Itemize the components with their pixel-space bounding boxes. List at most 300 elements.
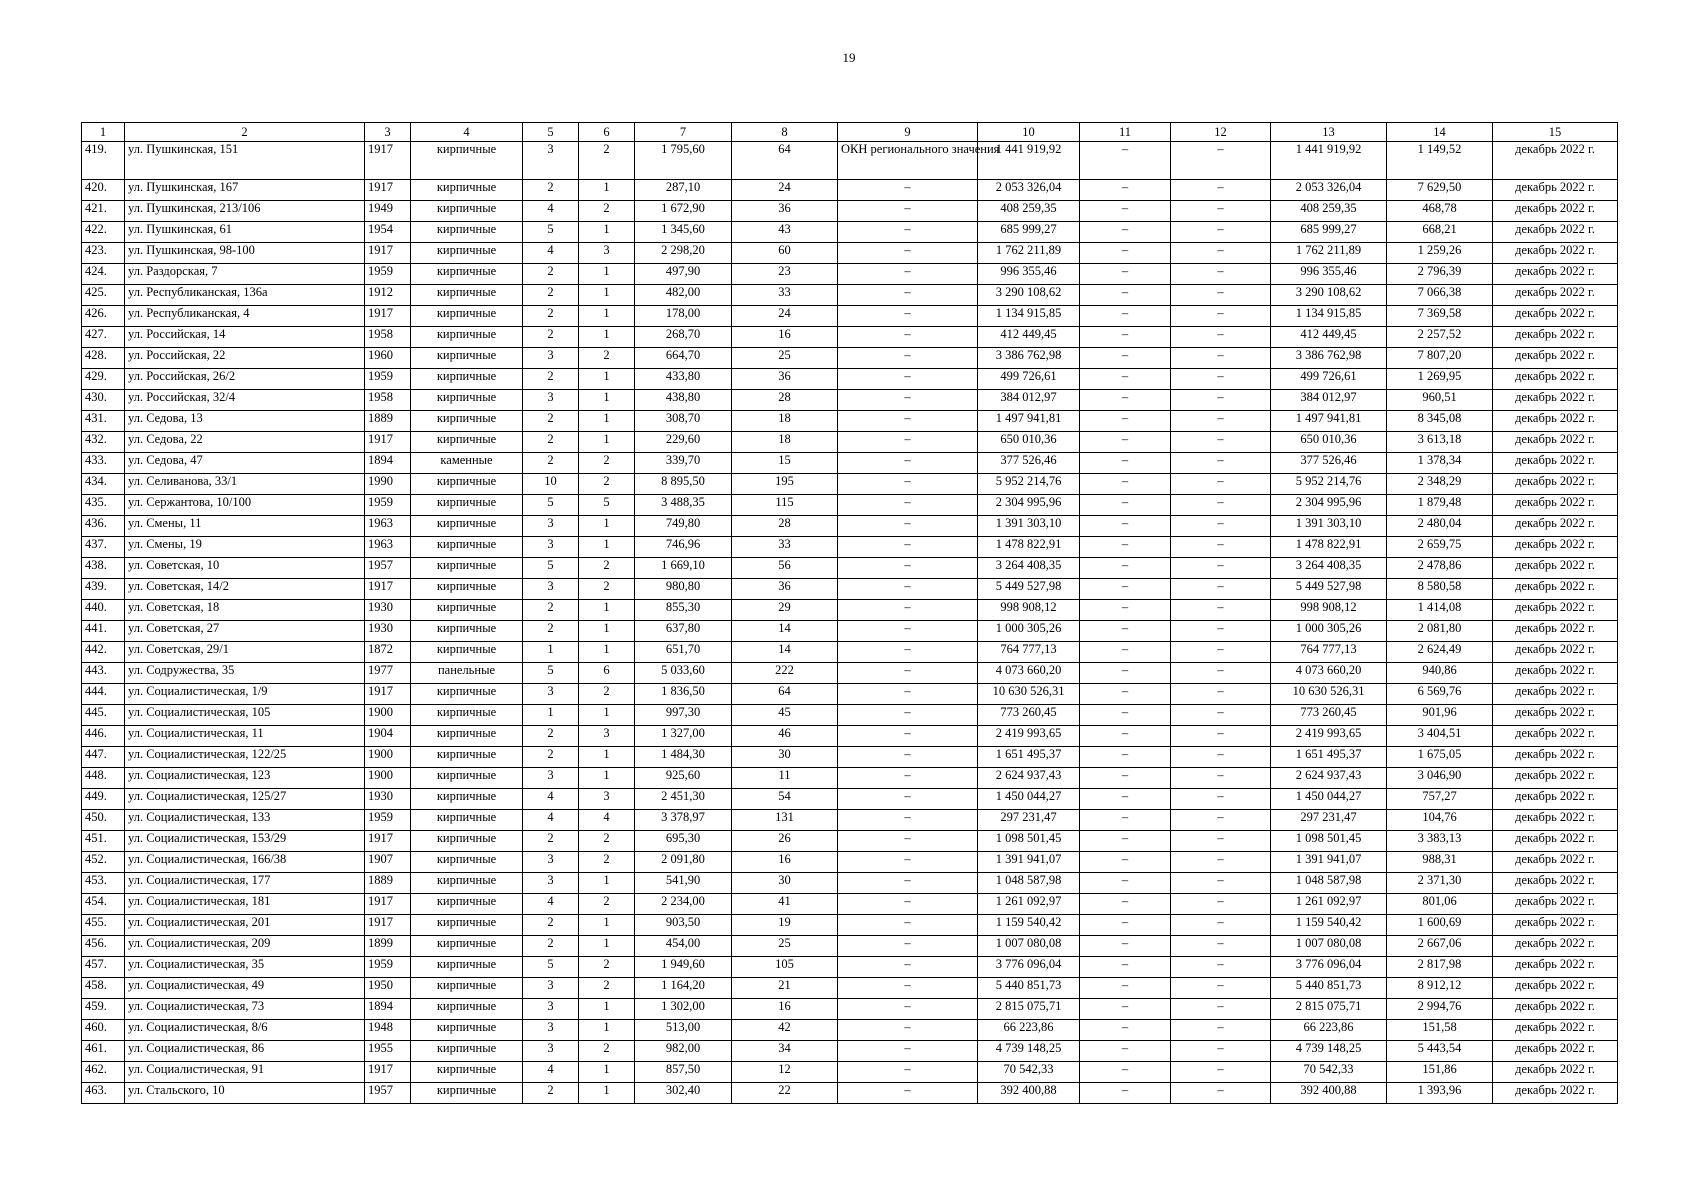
table-cell: 651,70 xyxy=(635,642,732,663)
table-cell: 1 134 915,85 xyxy=(978,306,1080,327)
table-cell: 447. xyxy=(82,747,125,768)
table-cell: 2 xyxy=(579,894,635,915)
table-cell: – xyxy=(1080,978,1171,999)
table-row xyxy=(82,180,1618,201)
table-cell: 1 xyxy=(579,915,635,936)
table-cell: – xyxy=(838,201,978,222)
table-cell: 1 391 303,10 xyxy=(1271,516,1387,537)
table-cell: – xyxy=(1080,327,1171,348)
table-cell: 2 091,80 xyxy=(635,852,732,873)
table-cell: декабрь 2022 г. xyxy=(1493,810,1618,831)
page-number: 19 xyxy=(842,50,856,65)
table-cell: 22 xyxy=(732,1083,838,1104)
table-cell: – xyxy=(1171,516,1271,537)
table-cell: 10 630 526,31 xyxy=(1271,684,1387,705)
table-cell: 4 xyxy=(523,894,579,915)
table-cell: декабрь 2022 г. xyxy=(1493,432,1618,453)
table-cell: кирпичные xyxy=(411,726,523,747)
table-cell: ул. Социалистическая, 1/9 xyxy=(125,684,365,705)
table-cell: 3 xyxy=(523,579,579,600)
table-cell: 2 053 326,04 xyxy=(1271,180,1387,201)
table-cell: 1 269,95 xyxy=(1387,369,1493,390)
table-cell: – xyxy=(1171,1041,1271,1062)
table-cell: 16 xyxy=(732,327,838,348)
table-cell: 1948 xyxy=(365,1020,411,1041)
table-cell: ул. Российская, 32/4 xyxy=(125,390,365,411)
table-cell: – xyxy=(1080,495,1171,516)
table-cell: 441. xyxy=(82,621,125,642)
table-cell: 427. xyxy=(82,327,125,348)
table-cell: – xyxy=(1080,642,1171,663)
table-cell: ул. Социалистическая, 201 xyxy=(125,915,365,936)
table-cell: 458. xyxy=(82,978,125,999)
table-cell: 6 569,76 xyxy=(1387,684,1493,705)
table-cell: 2 xyxy=(523,411,579,432)
table-cell: ул. Социалистическая, 153/29 xyxy=(125,831,365,852)
table-cell: 4 xyxy=(523,1062,579,1083)
table-cell: ОКН регионального значения xyxy=(838,142,978,180)
table-cell: – xyxy=(1080,852,1171,873)
table-cell: кирпичные xyxy=(411,873,523,894)
table-cell: кирпичные xyxy=(411,1020,523,1041)
table-cell: 1 949,60 xyxy=(635,957,732,978)
housing-register-table xyxy=(81,122,1618,1104)
table-cell: декабрь 2022 г. xyxy=(1493,642,1618,663)
table-cell: 1912 xyxy=(365,285,411,306)
table-cell: 436. xyxy=(82,516,125,537)
table-cell: – xyxy=(1171,810,1271,831)
table-cell: кирпичные xyxy=(411,222,523,243)
table-cell: – xyxy=(1080,348,1171,369)
table-cell: – xyxy=(1080,600,1171,621)
table-cell: – xyxy=(1080,1062,1171,1083)
table-cell: ул. Республиканская, 136а xyxy=(125,285,365,306)
table-cell: 3 xyxy=(579,243,635,264)
table-cell: 5 033,60 xyxy=(635,663,732,684)
table-cell: декабрь 2022 г. xyxy=(1493,516,1618,537)
table-cell: 43 xyxy=(732,222,838,243)
table-cell: 29 xyxy=(732,600,838,621)
table-cell: 2 257,52 xyxy=(1387,327,1493,348)
table-cell: 1 836,50 xyxy=(635,684,732,705)
table-cell: 2 817,98 xyxy=(1387,957,1493,978)
table-cell: 4 073 660,20 xyxy=(1271,663,1387,684)
table-cell: – xyxy=(1171,264,1271,285)
table-cell: 3 xyxy=(523,978,579,999)
table-cell: 70 542,33 xyxy=(978,1062,1080,1083)
table-cell: 457. xyxy=(82,957,125,978)
table-cell: – xyxy=(1171,936,1271,957)
table-cell: кирпичные xyxy=(411,474,523,495)
table-cell: 425. xyxy=(82,285,125,306)
table-cell: 131 xyxy=(732,810,838,831)
table-cell: ул. Социалистическая, 166/38 xyxy=(125,852,365,873)
table-cell: 5 xyxy=(523,663,579,684)
table-cell: 2 xyxy=(523,726,579,747)
table-cell: 855,30 xyxy=(635,600,732,621)
table-cell: 2 480,04 xyxy=(1387,516,1493,537)
table-cell: 115 xyxy=(732,495,838,516)
table-cell: кирпичные xyxy=(411,936,523,957)
table-cell: 637,80 xyxy=(635,621,732,642)
table-cell: – xyxy=(838,663,978,684)
table-cell: ул. Сержантова, 10/100 xyxy=(125,495,365,516)
table-cell: 444. xyxy=(82,684,125,705)
table-cell: 448. xyxy=(82,768,125,789)
table-cell: 3 290 108,62 xyxy=(978,285,1080,306)
table-cell: 1 259,26 xyxy=(1387,243,1493,264)
table-cell: 435. xyxy=(82,495,125,516)
table-cell: 2 xyxy=(579,831,635,852)
table-cell: кирпичные xyxy=(411,789,523,810)
table-row xyxy=(82,327,1618,348)
table-cell: 499 726,61 xyxy=(1271,369,1387,390)
table-cell: 3 xyxy=(523,516,579,537)
table-cell: 1959 xyxy=(365,369,411,390)
table-cell: 1 149,52 xyxy=(1387,142,1493,180)
table-cell: ул. Российская, 14 xyxy=(125,327,365,348)
table-cell: 1889 xyxy=(365,873,411,894)
table-row xyxy=(82,999,1618,1020)
table-cell: – xyxy=(838,768,978,789)
table-cell: 453. xyxy=(82,873,125,894)
table-cell: декабрь 2022 г. xyxy=(1493,243,1618,264)
column-number-header: 9 xyxy=(838,123,978,142)
table-cell: – xyxy=(1171,142,1271,180)
table-cell: кирпичные xyxy=(411,852,523,873)
table-cell: 339,70 xyxy=(635,453,732,474)
table-cell: 2 xyxy=(523,306,579,327)
table-cell: 1 048 587,98 xyxy=(1271,873,1387,894)
table-cell: 2 xyxy=(579,142,635,180)
table-cell: 384 012,97 xyxy=(978,390,1080,411)
table-cell: 2 234,00 xyxy=(635,894,732,915)
table-cell: – xyxy=(1171,999,1271,1020)
table-row xyxy=(82,495,1618,516)
table-cell: кирпичные xyxy=(411,558,523,579)
column-number-header: 7 xyxy=(635,123,732,142)
table-cell: 1990 xyxy=(365,474,411,495)
table-cell: 468,78 xyxy=(1387,201,1493,222)
table-cell: 1 xyxy=(579,180,635,201)
table-cell: 7 629,50 xyxy=(1387,180,1493,201)
table-cell: 437. xyxy=(82,537,125,558)
table-cell: 1907 xyxy=(365,852,411,873)
table-cell: 308,70 xyxy=(635,411,732,432)
table-cell: 4 xyxy=(523,201,579,222)
table-cell: 1 134 915,85 xyxy=(1271,306,1387,327)
table-cell: – xyxy=(1080,999,1171,1020)
table-cell: 2 xyxy=(523,831,579,852)
table-cell: 685 999,27 xyxy=(978,222,1080,243)
table-cell: 25 xyxy=(732,936,838,957)
table-cell: 1 484,30 xyxy=(635,747,732,768)
table-cell: 1977 xyxy=(365,663,411,684)
table-cell: – xyxy=(1080,558,1171,579)
table-cell: ул. Советская, 29/1 xyxy=(125,642,365,663)
table-row xyxy=(82,768,1618,789)
table-cell: 433. xyxy=(82,453,125,474)
table-cell: – xyxy=(1171,852,1271,873)
table-cell: 30 xyxy=(732,747,838,768)
table-cell: 33 xyxy=(732,537,838,558)
table-cell: – xyxy=(838,852,978,873)
table-cell: 3 xyxy=(523,1020,579,1041)
table-cell: 105 xyxy=(732,957,838,978)
table-cell: декабрь 2022 г. xyxy=(1493,936,1618,957)
table-cell: 1 098 501,45 xyxy=(978,831,1080,852)
table-cell: 1 xyxy=(579,873,635,894)
table-cell: декабрь 2022 г. xyxy=(1493,411,1618,432)
table-cell: – xyxy=(1171,663,1271,684)
table-cell: – xyxy=(1171,432,1271,453)
table-cell: кирпичные xyxy=(411,180,523,201)
table-cell: 4 739 148,25 xyxy=(1271,1041,1387,1062)
table-cell: 451. xyxy=(82,831,125,852)
table-cell: 664,70 xyxy=(635,348,732,369)
table-row xyxy=(82,663,1618,684)
table-cell: 462. xyxy=(82,1062,125,1083)
table-cell: каменные xyxy=(411,453,523,474)
table-row xyxy=(82,873,1618,894)
table-row xyxy=(82,348,1618,369)
table-cell: 2 478,86 xyxy=(1387,558,1493,579)
table-cell: 2 659,75 xyxy=(1387,537,1493,558)
table-cell: 1917 xyxy=(365,180,411,201)
table-cell: декабрь 2022 г. xyxy=(1493,1020,1618,1041)
table-cell: 2 419 993,65 xyxy=(978,726,1080,747)
table-cell: 1 xyxy=(579,411,635,432)
table-cell: 1917 xyxy=(365,142,411,180)
table-cell: 64 xyxy=(732,684,838,705)
table-cell: 439. xyxy=(82,579,125,600)
table-cell: ул. Седова, 47 xyxy=(125,453,365,474)
table-cell: 1957 xyxy=(365,1083,411,1104)
table-cell: 3 xyxy=(579,789,635,810)
table-row xyxy=(82,222,1618,243)
table-cell: 30 xyxy=(732,873,838,894)
table-cell: ул. Пушкинская, 167 xyxy=(125,180,365,201)
table-cell: – xyxy=(1171,831,1271,852)
table-cell: 408 259,35 xyxy=(978,201,1080,222)
table-cell: 1 391 303,10 xyxy=(978,516,1080,537)
table-cell: 3 776 096,04 xyxy=(978,957,1080,978)
table-cell: 423. xyxy=(82,243,125,264)
table-cell: 7 807,20 xyxy=(1387,348,1493,369)
table-cell: 14 xyxy=(732,642,838,663)
table-cell: кирпичные xyxy=(411,390,523,411)
table-cell: ул. Социалистическая, 35 xyxy=(125,957,365,978)
table-cell: кирпичные xyxy=(411,642,523,663)
table-cell: кирпичные xyxy=(411,243,523,264)
table-cell: 66 223,86 xyxy=(978,1020,1080,1041)
table-cell: 982,00 xyxy=(635,1041,732,1062)
table-cell: декабрь 2022 г. xyxy=(1493,306,1618,327)
table-row xyxy=(82,621,1618,642)
table-cell: 998 908,12 xyxy=(1271,600,1387,621)
table-cell: декабрь 2022 г. xyxy=(1493,852,1618,873)
table-cell: 1 xyxy=(579,936,635,957)
column-number-header: 8 xyxy=(732,123,838,142)
table-cell: – xyxy=(1080,453,1171,474)
table-cell: 438,80 xyxy=(635,390,732,411)
table-cell: 297 231,47 xyxy=(1271,810,1387,831)
table-cell: 1958 xyxy=(365,327,411,348)
table-cell: 1 xyxy=(579,747,635,768)
table-cell: кирпичные xyxy=(411,285,523,306)
table-cell: 287,10 xyxy=(635,180,732,201)
table-cell: 1 378,34 xyxy=(1387,453,1493,474)
table-cell: 438. xyxy=(82,558,125,579)
table-cell: 1950 xyxy=(365,978,411,999)
table-cell: кирпичные xyxy=(411,999,523,1020)
table-cell: кирпичные xyxy=(411,264,523,285)
table-cell: 14 xyxy=(732,621,838,642)
table-row xyxy=(82,726,1618,747)
table-cell: 996 355,46 xyxy=(978,264,1080,285)
table-cell: кирпичные xyxy=(411,768,523,789)
table-cell: 1 478 822,91 xyxy=(978,537,1080,558)
table-cell: – xyxy=(1171,474,1271,495)
table-cell: – xyxy=(1171,201,1271,222)
table-cell: 3 488,35 xyxy=(635,495,732,516)
table-cell: 4 073 660,20 xyxy=(978,663,1080,684)
table-cell: – xyxy=(838,369,978,390)
table-cell: ул. Седова, 13 xyxy=(125,411,365,432)
table-cell: – xyxy=(838,180,978,201)
table-cell: – xyxy=(838,558,978,579)
table-cell: 432. xyxy=(82,432,125,453)
table-cell: 1930 xyxy=(365,600,411,621)
table-cell: 1 879,48 xyxy=(1387,495,1493,516)
table-cell: – xyxy=(1171,453,1271,474)
table-cell: – xyxy=(1080,957,1171,978)
table-cell: – xyxy=(1080,936,1171,957)
table-cell: 428. xyxy=(82,348,125,369)
table-cell: 3 776 096,04 xyxy=(1271,957,1387,978)
table-row xyxy=(82,705,1618,726)
table-cell: 1959 xyxy=(365,264,411,285)
table-cell: 42 xyxy=(732,1020,838,1041)
table-cell: ул. Социалистическая, 133 xyxy=(125,810,365,831)
table-cell: 4 xyxy=(579,810,635,831)
table-cell: декабрь 2022 г. xyxy=(1493,894,1618,915)
table-cell: 5 440 851,73 xyxy=(1271,978,1387,999)
table-cell: 1955 xyxy=(365,1041,411,1062)
table-cell: ул. Селиванова, 33/1 xyxy=(125,474,365,495)
table-cell: 2 624 937,43 xyxy=(1271,768,1387,789)
column-number-header: 4 xyxy=(411,123,523,142)
table-row xyxy=(82,306,1618,327)
table-cell: – xyxy=(1171,789,1271,810)
table-cell: 1904 xyxy=(365,726,411,747)
table-cell: 3 290 108,62 xyxy=(1271,285,1387,306)
table-cell: 2 xyxy=(579,453,635,474)
table-cell: 499 726,61 xyxy=(978,369,1080,390)
table-cell: 773 260,45 xyxy=(1271,705,1387,726)
table-cell: ул. Социалистическая, 11 xyxy=(125,726,365,747)
table-cell: кирпичные xyxy=(411,1062,523,1083)
table-cell: 3 378,97 xyxy=(635,810,732,831)
table-cell: 1 762 211,89 xyxy=(978,243,1080,264)
column-number-header: 6 xyxy=(579,123,635,142)
table-cell: кирпичные xyxy=(411,327,523,348)
table-cell: ул. Социалистическая, 73 xyxy=(125,999,365,1020)
table-cell: – xyxy=(838,957,978,978)
table-cell: 940,86 xyxy=(1387,663,1493,684)
table-cell: 2 xyxy=(579,579,635,600)
table-cell: 4 xyxy=(523,810,579,831)
table-cell: 2 xyxy=(523,453,579,474)
table-cell: 5 xyxy=(579,495,635,516)
table-cell: 2 xyxy=(579,1041,635,1062)
table-cell: 2 xyxy=(523,285,579,306)
table-cell: – xyxy=(1171,768,1271,789)
table-cell: 70 542,33 xyxy=(1271,1062,1387,1083)
column-number-header: 10 xyxy=(978,123,1080,142)
table-cell: 996 355,46 xyxy=(1271,264,1387,285)
table-cell: 5 xyxy=(523,495,579,516)
table-row xyxy=(82,537,1618,558)
table-cell: – xyxy=(1080,180,1171,201)
table-cell: 1917 xyxy=(365,831,411,852)
table-cell: декабрь 2022 г. xyxy=(1493,453,1618,474)
table-cell: ул. Советская, 10 xyxy=(125,558,365,579)
table-cell: 4 xyxy=(523,789,579,810)
table-cell: – xyxy=(1171,726,1271,747)
table-cell: декабрь 2022 г. xyxy=(1493,264,1618,285)
table-cell: 45 xyxy=(732,705,838,726)
table-cell: 10 xyxy=(523,474,579,495)
table-cell: 151,86 xyxy=(1387,1062,1493,1083)
table-cell: кирпичные xyxy=(411,810,523,831)
table-cell: – xyxy=(838,1062,978,1083)
table-cell: ул. Пушкинская, 98-100 xyxy=(125,243,365,264)
table-cell: 8 580,58 xyxy=(1387,579,1493,600)
table-cell: – xyxy=(1080,243,1171,264)
table-cell: 2 304 995,96 xyxy=(978,495,1080,516)
table-row xyxy=(82,684,1618,705)
table-cell: 1959 xyxy=(365,810,411,831)
table-cell: 3 xyxy=(523,390,579,411)
table-cell: 1 675,05 xyxy=(1387,747,1493,768)
table-cell: кирпичные xyxy=(411,369,523,390)
table-cell: – xyxy=(838,537,978,558)
table-cell: 650 010,36 xyxy=(978,432,1080,453)
table-cell: 46 xyxy=(732,726,838,747)
table-cell: 5 xyxy=(523,957,579,978)
column-number-header: 3 xyxy=(365,123,411,142)
table-row xyxy=(82,579,1618,600)
table-cell: кирпичные xyxy=(411,705,523,726)
table-cell: 408 259,35 xyxy=(1271,201,1387,222)
table-cell: 454. xyxy=(82,894,125,915)
table-cell: 1 651 495,37 xyxy=(978,747,1080,768)
table-cell: 377 526,46 xyxy=(1271,453,1387,474)
table-cell: 1 xyxy=(579,999,635,1020)
table-cell: – xyxy=(1171,621,1271,642)
table-cell: 1 xyxy=(579,705,635,726)
table-cell: 445. xyxy=(82,705,125,726)
table-cell: декабрь 2022 г. xyxy=(1493,726,1618,747)
table-cell: 5 952 214,76 xyxy=(978,474,1080,495)
table-cell: ул. Пушкинская, 61 xyxy=(125,222,365,243)
table-cell: 18 xyxy=(732,432,838,453)
table-cell: – xyxy=(1080,411,1171,432)
table-cell: кирпичные xyxy=(411,579,523,600)
table-cell: кирпичные xyxy=(411,1083,523,1104)
table-cell: – xyxy=(838,306,978,327)
